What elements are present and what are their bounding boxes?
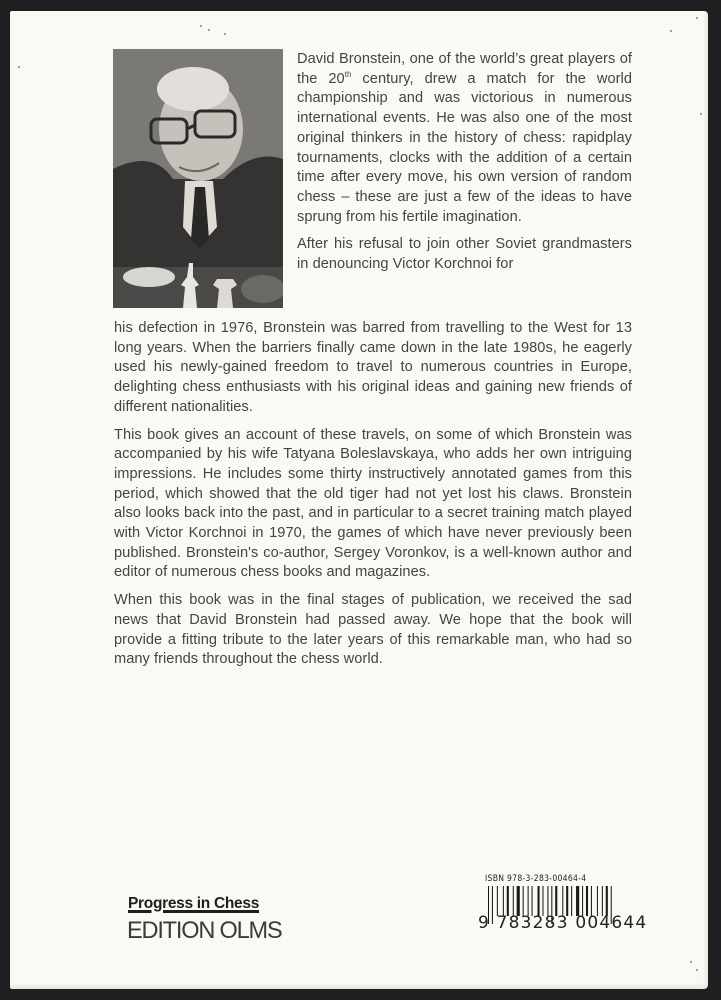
- speck: [696, 17, 698, 19]
- barcode-bar: [582, 886, 583, 916]
- barcode-bar: [602, 886, 603, 916]
- barcode-bar: [591, 886, 592, 916]
- series-logo: Progress in Chess: [128, 895, 260, 912]
- barcode-bar: [497, 886, 498, 916]
- barcode-bar: [597, 886, 598, 916]
- author-photo: [113, 49, 283, 308]
- paragraph-refusal-start: After his refusal to join other Soviet grandmasters in denouncing Victor Korchnoi for: [297, 236, 632, 273]
- superscript-th: th: [344, 69, 352, 79]
- barcode-bar: [566, 886, 568, 916]
- main-text-column: [114, 319, 632, 678]
- barcode-bar: [538, 886, 540, 916]
- speck: [696, 969, 698, 971]
- paragraph-book-account: This book gives an account of these travels, on some of which Bronstein was accompanied by his wife Tatyana Boleslavskaya, who adds her own intriguing impressions. He includes some thirty instructively annotated games from this period, which showed that the old tiger had not yet lost his claws. Bronstein also looks back into the past, and in particular to a secret training match played with Victor Korchnoi in 1970, the games of which have never previously been published. Bronstein's co-author, Sergey Voronkov, is a well-known author and editor of numerous chess books and magazines.: [114, 426, 632, 581]
- paragraph-intro: [297, 50, 632, 227]
- barcode-bar: [555, 886, 557, 916]
- barcode-bar: [528, 886, 529, 916]
- barcode-bar: [513, 886, 514, 916]
- barcode-bar: [517, 886, 520, 916]
- barcode-bar: [571, 886, 572, 916]
- speck: [224, 33, 226, 35]
- book-back-cover: [10, 11, 708, 989]
- publisher-logo: EDITION OLMS: [127, 917, 282, 944]
- barcode-bar: [503, 886, 504, 916]
- barcode-bar: [542, 886, 543, 916]
- barcode-bar: [547, 886, 548, 916]
- paragraph-tribute: When this book was in the final stages of publication, we received the sad news that David Bronstein had passed away. We hope that the book will provide a fitting tribute to the later years of this remarkable man, who had so many friends throughout the chess world.: [114, 592, 632, 668]
- barcode-bar: [507, 886, 509, 916]
- barcode-bar: [562, 886, 563, 916]
- paragraph-refusal-continued: his defection in 1976, Bronstein was barred from travelling to the West for 13 long years. When the barriers finally came down in the late 1980s, he eagerly used his newly-gained freedom to travel to numerous countries in Europe, delighting chess enthusiasts with his original ideas and gaining new friends of different nationalities.: [114, 320, 632, 415]
- barcode-bar: [586, 886, 588, 916]
- speck: [208, 29, 210, 31]
- speck: [670, 30, 672, 32]
- isbn-label: ISBN 978-3-283-00464-4: [485, 874, 587, 884]
- portrait-illustration: [113, 49, 283, 308]
- speck: [200, 25, 202, 27]
- barcode-bar: [523, 886, 524, 916]
- speck: [690, 961, 692, 963]
- speck: [18, 66, 20, 68]
- intro-text-column: [297, 50, 632, 275]
- barcode-bar: [532, 886, 533, 916]
- barcode-digits: 9 783283 004644: [478, 913, 648, 933]
- paragraph-intro-part: David Bronstein, one of the world’s great players of the 20: [297, 51, 632, 87]
- barcode-bar: [606, 886, 608, 916]
- speck: [700, 113, 702, 115]
- paragraph-intro-part: century, drew a match for the world championship and was victorious in numerous international events. He was also one of the most original thinkers in the history of chess: rapidplay tournaments, clocks with the addition of a certain time after every move, his own version of random chess – these are just a few of the ideas to have sprung from his fertile imagination.: [297, 70, 633, 225]
- barcode-bar: [576, 886, 579, 916]
